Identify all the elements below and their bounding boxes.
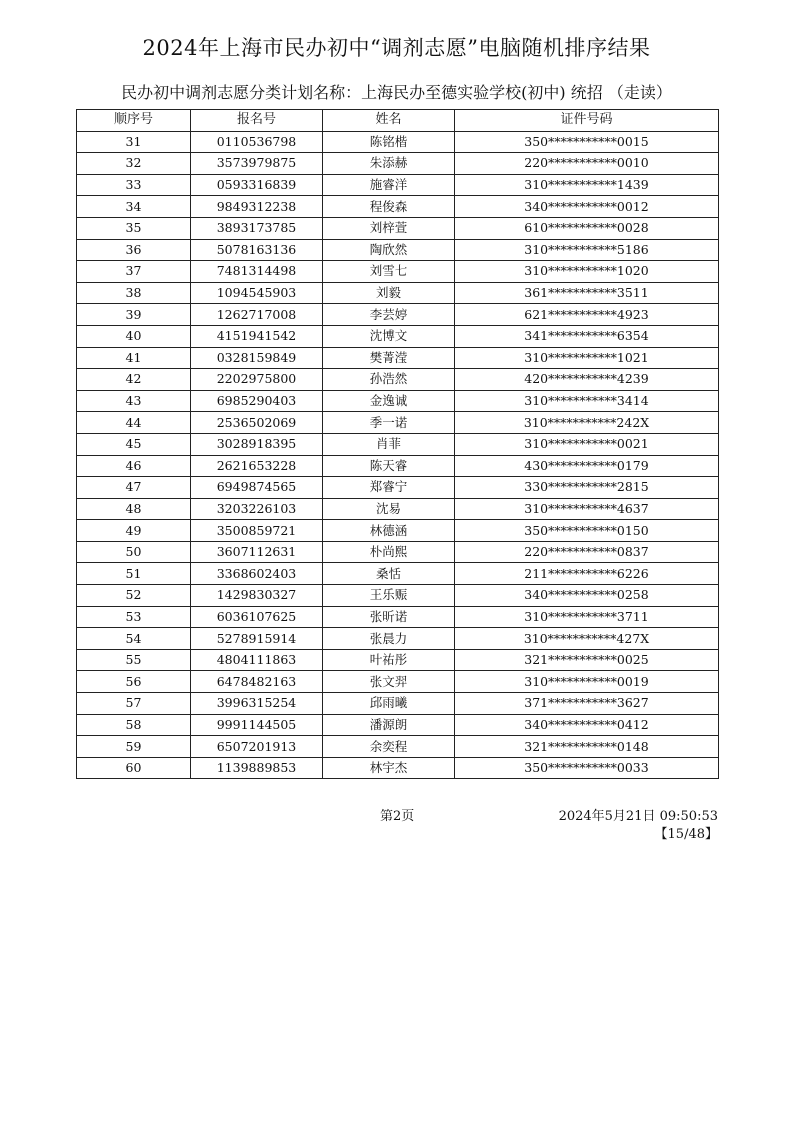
cell-order: 34 <box>77 196 191 218</box>
cell-registration-no: 7481314498 <box>191 261 323 283</box>
table-row <box>77 325 719 347</box>
table-row <box>77 736 719 758</box>
cell-order: 54 <box>77 628 191 650</box>
cell-name: 施睿洋 <box>323 174 455 196</box>
timestamp: 2024年5月21日 09:50:53 <box>558 809 718 824</box>
cell-registration-no: 3203226103 <box>191 498 323 520</box>
cell-name: 刘梓萱 <box>323 217 455 239</box>
cell-id-number: 321***********0148 <box>455 736 719 758</box>
cell-name: 刘毅 <box>323 282 455 304</box>
cell-name: 张晨力 <box>323 628 455 650</box>
cell-name: 桑恬 <box>323 563 455 585</box>
cell-id-number: 310***********1021 <box>455 347 719 369</box>
cell-order: 35 <box>77 217 191 239</box>
cell-id-number: 310***********1020 <box>455 261 719 283</box>
cell-order: 53 <box>77 606 191 628</box>
cell-order: 36 <box>77 239 191 261</box>
cell-name: 林德涵 <box>323 520 455 542</box>
table-row <box>77 714 719 736</box>
table-row <box>77 196 719 218</box>
cell-name: 叶祐彤 <box>323 649 455 671</box>
cell-registration-no: 3996315254 <box>191 693 323 715</box>
cell-id-number: 420***********4239 <box>455 369 719 391</box>
table-row <box>77 433 719 455</box>
cell-name: 陈天睿 <box>323 455 455 477</box>
column-header-registration-no: 报名号 <box>191 110 323 132</box>
cell-name: 李芸婷 <box>323 304 455 326</box>
cell-registration-no: 2536502069 <box>191 412 323 434</box>
cell-order: 32 <box>77 153 191 175</box>
cell-order: 44 <box>77 412 191 434</box>
cell-name: 樊菁滢 <box>323 347 455 369</box>
page-number: 第2页 <box>380 809 415 824</box>
cell-id-number: 340***********0258 <box>455 585 719 607</box>
cell-id-number: 310***********5186 <box>455 239 719 261</box>
cell-id-number: 321***********0025 <box>455 649 719 671</box>
results-table <box>76 109 719 779</box>
cell-registration-no: 6036107625 <box>191 606 323 628</box>
cell-id-number: 340***********0012 <box>455 196 719 218</box>
cell-id-number: 341***********6354 <box>455 325 719 347</box>
cell-id-number: 610***********0028 <box>455 217 719 239</box>
cell-name: 陶欣然 <box>323 239 455 261</box>
cell-registration-no: 2621653228 <box>191 455 323 477</box>
cell-registration-no: 6949874565 <box>191 477 323 499</box>
cell-order: 49 <box>77 520 191 542</box>
cell-name: 程俊森 <box>323 196 455 218</box>
cell-id-number: 330***********2815 <box>455 477 719 499</box>
table-row <box>77 585 719 607</box>
cell-order: 38 <box>77 282 191 304</box>
cell-registration-no: 3028918395 <box>191 433 323 455</box>
table-row <box>77 628 719 650</box>
cell-registration-no: 1139889853 <box>191 757 323 779</box>
cell-order: 57 <box>77 693 191 715</box>
cell-name: 邱雨曦 <box>323 693 455 715</box>
cell-name: 沈易 <box>323 498 455 520</box>
cell-order: 45 <box>77 433 191 455</box>
table-row <box>77 693 719 715</box>
cell-name: 金逸诚 <box>323 390 455 412</box>
cell-name: 潘源朗 <box>323 714 455 736</box>
cell-registration-no: 3368602403 <box>191 563 323 585</box>
cell-id-number: 310***********4637 <box>455 498 719 520</box>
cell-registration-no: 9849312238 <box>191 196 323 218</box>
page-title: 2024年上海市民办初中“调剂志愿”电脑随机排序结果 <box>142 36 651 60</box>
cell-order: 60 <box>77 757 191 779</box>
table-row <box>77 606 719 628</box>
cell-registration-no: 3500859721 <box>191 520 323 542</box>
cell-name: 孙浩然 <box>323 369 455 391</box>
table-row <box>77 282 719 304</box>
cell-name: 张文羿 <box>323 671 455 693</box>
table-row <box>77 304 719 326</box>
cell-id-number: 340***********0412 <box>455 714 719 736</box>
table-row <box>77 455 719 477</box>
cell-registration-no: 1094545903 <box>191 282 323 304</box>
cell-id-number: 310***********0021 <box>455 433 719 455</box>
batch-code: 【15/48】 <box>654 827 718 842</box>
cell-registration-no: 3893173785 <box>191 217 323 239</box>
table-row <box>77 239 719 261</box>
table-row <box>77 498 719 520</box>
table-row <box>77 757 719 779</box>
cell-order: 43 <box>77 390 191 412</box>
cell-name: 张昕诺 <box>323 606 455 628</box>
table-row <box>77 563 719 585</box>
cell-id-number: 310***********0019 <box>455 671 719 693</box>
cell-registration-no: 4151941542 <box>191 325 323 347</box>
cell-registration-no: 0328159849 <box>191 347 323 369</box>
cell-registration-no: 9991144505 <box>191 714 323 736</box>
cell-registration-no: 0593316839 <box>191 174 323 196</box>
cell-id-number: 350***********0033 <box>455 757 719 779</box>
cell-id-number: 220***********0837 <box>455 541 719 563</box>
table-header-row <box>77 110 719 132</box>
cell-registration-no: 3607112631 <box>191 541 323 563</box>
table-row <box>77 369 719 391</box>
cell-name: 肖菲 <box>323 433 455 455</box>
cell-id-number: 350***********0015 <box>455 131 719 153</box>
cell-registration-no: 0110536798 <box>191 131 323 153</box>
table-row <box>77 477 719 499</box>
cell-order: 51 <box>77 563 191 585</box>
cell-order: 41 <box>77 347 191 369</box>
plan-name: 民办初中调剂志愿分类计划名称：上海民办至德实验学校(初中) 统招 （走读） <box>121 83 672 102</box>
cell-id-number: 350***********0150 <box>455 520 719 542</box>
cell-order: 50 <box>77 541 191 563</box>
cell-registration-no: 5078163136 <box>191 239 323 261</box>
table-row <box>77 217 719 239</box>
table-row <box>77 541 719 563</box>
cell-order: 46 <box>77 455 191 477</box>
cell-name: 沈博文 <box>323 325 455 347</box>
table-row <box>77 412 719 434</box>
column-header-name: 姓名 <box>323 110 455 132</box>
table-body <box>77 131 719 779</box>
cell-name: 季一诺 <box>323 412 455 434</box>
column-header-id-number: 证件号码 <box>455 110 719 132</box>
cell-name: 朱添赫 <box>323 153 455 175</box>
cell-name: 郑睿宁 <box>323 477 455 499</box>
cell-name: 刘雪七 <box>323 261 455 283</box>
cell-id-number: 310***********242X <box>455 412 719 434</box>
cell-id-number: 371***********3627 <box>455 693 719 715</box>
cell-registration-no: 2202975800 <box>191 369 323 391</box>
cell-id-number: 361***********3511 <box>455 282 719 304</box>
cell-registration-no: 3573979875 <box>191 153 323 175</box>
table-row <box>77 649 719 671</box>
cell-id-number: 310***********1439 <box>455 174 719 196</box>
table-row <box>77 153 719 175</box>
cell-order: 47 <box>77 477 191 499</box>
cell-id-number: 310***********3414 <box>455 390 719 412</box>
cell-order: 40 <box>77 325 191 347</box>
table-row <box>77 261 719 283</box>
cell-name: 余奕程 <box>323 736 455 758</box>
cell-registration-no: 4804111863 <box>191 649 323 671</box>
cell-id-number: 621***********4923 <box>455 304 719 326</box>
cell-registration-no: 1262717008 <box>191 304 323 326</box>
cell-order: 55 <box>77 649 191 671</box>
cell-id-number: 211***********6226 <box>455 563 719 585</box>
cell-name: 王乐赈 <box>323 585 455 607</box>
cell-registration-no: 6478482163 <box>191 671 323 693</box>
cell-id-number: 310***********427X <box>455 628 719 650</box>
cell-order: 52 <box>77 585 191 607</box>
cell-order: 56 <box>77 671 191 693</box>
cell-order: 58 <box>77 714 191 736</box>
cell-order: 37 <box>77 261 191 283</box>
table-row <box>77 671 719 693</box>
table-row <box>77 390 719 412</box>
cell-order: 33 <box>77 174 191 196</box>
cell-order: 48 <box>77 498 191 520</box>
cell-name: 陈铭楷 <box>323 131 455 153</box>
cell-registration-no: 1429830327 <box>191 585 323 607</box>
cell-id-number: 430***********0179 <box>455 455 719 477</box>
cell-order: 39 <box>77 304 191 326</box>
cell-id-number: 310***********3711 <box>455 606 719 628</box>
table-row <box>77 347 719 369</box>
table-row <box>77 131 719 153</box>
cell-registration-no: 5278915914 <box>191 628 323 650</box>
table-row <box>77 174 719 196</box>
cell-order: 42 <box>77 369 191 391</box>
cell-order: 31 <box>77 131 191 153</box>
cell-name: 林宇杰 <box>323 757 455 779</box>
cell-name: 朴尚熙 <box>323 541 455 563</box>
cell-order: 59 <box>77 736 191 758</box>
cell-registration-no: 6507201913 <box>191 736 323 758</box>
table-row <box>77 520 719 542</box>
cell-registration-no: 6985290403 <box>191 390 323 412</box>
column-header-order: 顺序号 <box>77 110 191 132</box>
cell-id-number: 220***********0010 <box>455 153 719 175</box>
